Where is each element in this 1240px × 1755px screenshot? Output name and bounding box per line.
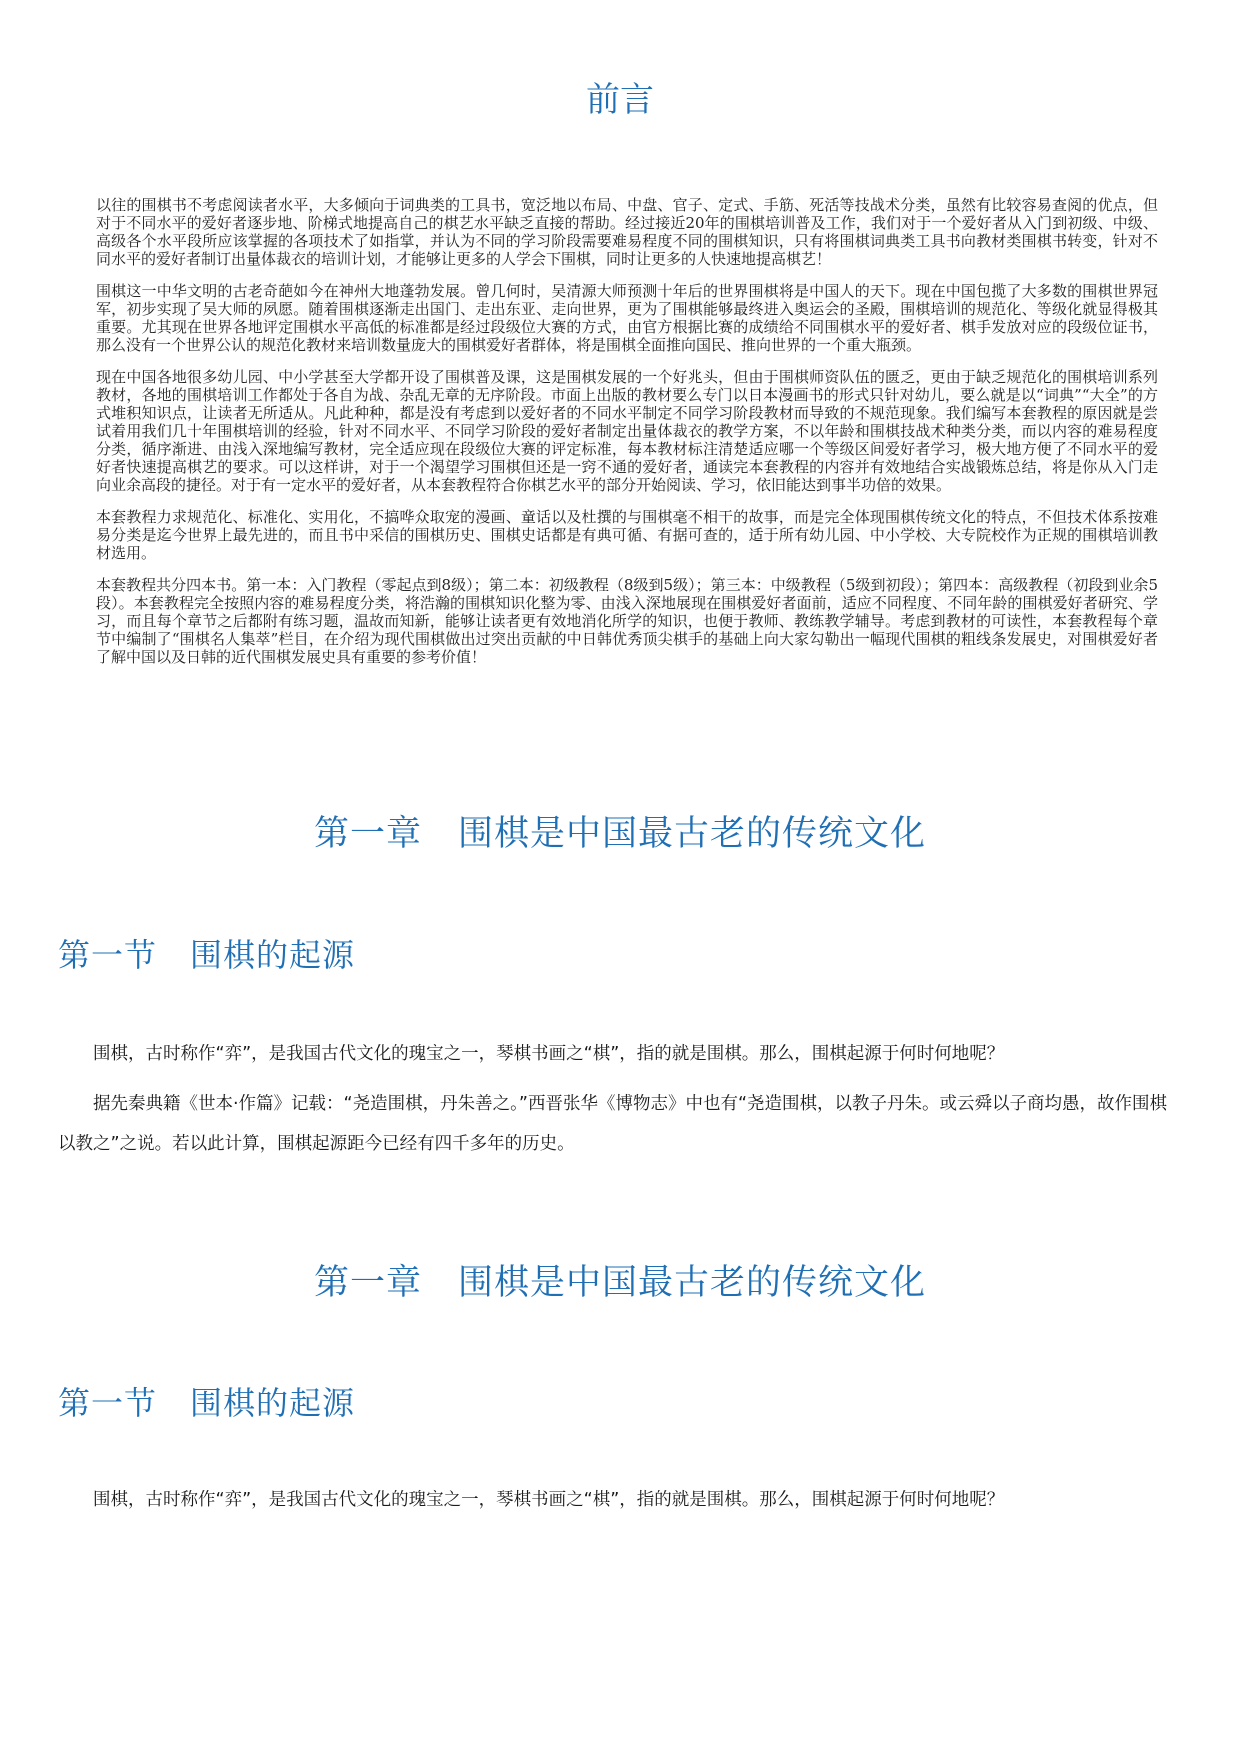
preface-paragraph: 以往的围棋书不考虑阅读者水平，大多倾向于词典类的工具书，宽泛地以布局、中盘、官子、定式、手筋、死活等技战术分类，虽然有比较容易查阅的优点，但对于不同水平的爱好者逐步地、阶梯式地提高自己的棋艺水平缺乏直接的帮助。经过接近20年的围棋培训普及工作，我们对于一个爱好者从入门到初级、中级、高级各个水平段所应该掌握的各项技术了如指掌，并认为不同的学习阶段需要难易程度不同的围棋知识，只有将围棋词典类工具书向教材类围棋书转变，针对不同水平的爱好者制订出量体裁衣的培训计划，才能够让更多的人学会下围棋，同时让更多的人快速地提高棋艺！ [96,196,1158,268]
chapter-title-repeat: 第一章 围棋是中国最古老的传统文化 [313,1263,926,1303]
preface-title: 前言 [586,80,654,120]
section-body-repeat [58,1480,1182,1530]
chapter-title: 第一章 围棋是中国最古老的传统文化 [313,814,926,854]
preface-paragraph: 围棋这一中华文明的古老奇葩如今在神州大地蓬勃发展。曾几何时，吴清源大师预测十年后的世界围棋将是中国人的天下。现在中国包揽了大多数的围棋世界冠军，初步实现了吴大师的夙愿。随着围棋逐渐走出国门、走出东亚、走向世界，更为了围棋能够最终进入奥运会的圣殿，围棋培训的规范化、等级化就显得极其重要。尤其现在世界各地评定围棋水平高低的标准都是经过段级位大赛的方式，由官方根据比赛的成绩给不同围棋水平的爱好者、棋手发放对应的段级位证书，那么没有一个世界公认的规范化教材来培训数量庞大的围棋爱好者群体，将是围棋全面推向国民、推向世界的一个重大瓶颈。 [96,282,1158,354]
section-body [58,1034,1182,1174]
preface-paragraph: 现在中国各地很多幼儿园、中小学甚至大学都开设了围棋普及课，这是围棋发展的一个好兆头，但由于围棋师资队伍的匮乏，更由于缺乏规范化的围棋培训系列教材，各地的围棋培训工作都处于各自为战、杂乱无章的无序阶段。市面上出版的教材要么专门以日本漫画书的形式只针对幼儿，要么就是以“词典”“大全”的方式堆积知识点，让读者无所适从。凡此种种，都是没有考虑到以爱好者的不同水平制定不同学习阶段教材而导致的不规范现象。我们编写本套教程的原因就是尝试着用我们几十年围棋培训的经验，针对不同水平、不同学习阶段的爱好者制定出量体裁衣的教学方案，不以年龄和围棋技战术种类分类，而以内容的难易程度分类，循序渐进、由浅入深地编写教材，完全适应现在段级位大赛的评定标准，每本教材标注清楚适应哪一个等级区间爱好者学习，极大地方便了不同水平的爱好者快速提高棋艺的要求。可以这样讲，对于一个渴望学习围棋但还是一窍不通的爱好者，通读完本套教程的内容并有效地结合实战锻炼总结，将是你从入门走向业余高段的捷径。对于有一定水平的爱好者，从本套教程符合你棋艺水平的部分开始阅读、学习，依旧能达到事半功倍的效果。 [96,368,1158,494]
section-title-repeat: 第一节 围棋的起源 [58,1384,356,1422]
preface-paragraph: 本套教程力求规范化、标准化、实用化，不搞哗众取宠的漫画、童话以及杜撰的与围棋毫不相干的故事，而是完全体现围棋传统文化的特点，不但技术体系按难易分类是迄今世界上最先进的，而且书中采信的围棋历史、围棋史话都是有典可循、有据可查的，适于所有幼儿园、中小学校、大专院校作为正规的围棋培训教材选用。 [96,508,1158,562]
body-paragraph: 据先秦典籍《世本·作篇》记载：“尧造围棋，丹朱善之。”西晋张华《博物志》中也有“尧造围棋，以教子丹朱。或云舜以子商均愚，故作围棋以教之”之说。若以此计算，围棋起源距今已经有四千多年的历史。 [58,1094,1168,1154]
preface-paragraph: 本套教程共分四本书。第一本：入门教程（零起点到8级）；第二本：初级教程（8级到5级）；第三本：中级教程（5级到初段）；第四本：高级教程（初段到业余5段）。本套教程完全按照内容的难易程度分类，将浩瀚的围棋知识化整为零、由浅入深地展现在围棋爱好者面前，适应不同程度、不同年龄的围棋爱好者研究、学习，而且每个章节之后都附有练习题，温故而知新，能够让读者更有效地消化所学的知识，也便于教师、教练教学辅导。考虑到教材的可读性，本套教程每个章节中编制了“围棋名人集萃”栏目，在介绍为现代围棋做出过突出贡献的中日韩优秀顶尖棋手的基础上向大家勾勒出一幅现代围棋的粗线条发展史，对围棋爱好者了解中国以及日韩的近代围棋发展史具有重要的参考价值！ [96,576,1158,666]
preface-body [96,196,1158,680]
body-paragraph: 围棋，古时称作“弈”，是我国古代文化的瑰宝之一，琴棋书画之“棋”，指的就是围棋。那么，围棋起源于何时何地呢？ [93,1490,1005,1510]
body-paragraph: 围棋，古时称作“弈”，是我国古代文化的瑰宝之一，琴棋书画之“棋”，指的就是围棋。那么，围棋起源于何时何地呢？ [93,1044,1005,1064]
section-title: 第一节 围棋的起源 [58,936,356,974]
